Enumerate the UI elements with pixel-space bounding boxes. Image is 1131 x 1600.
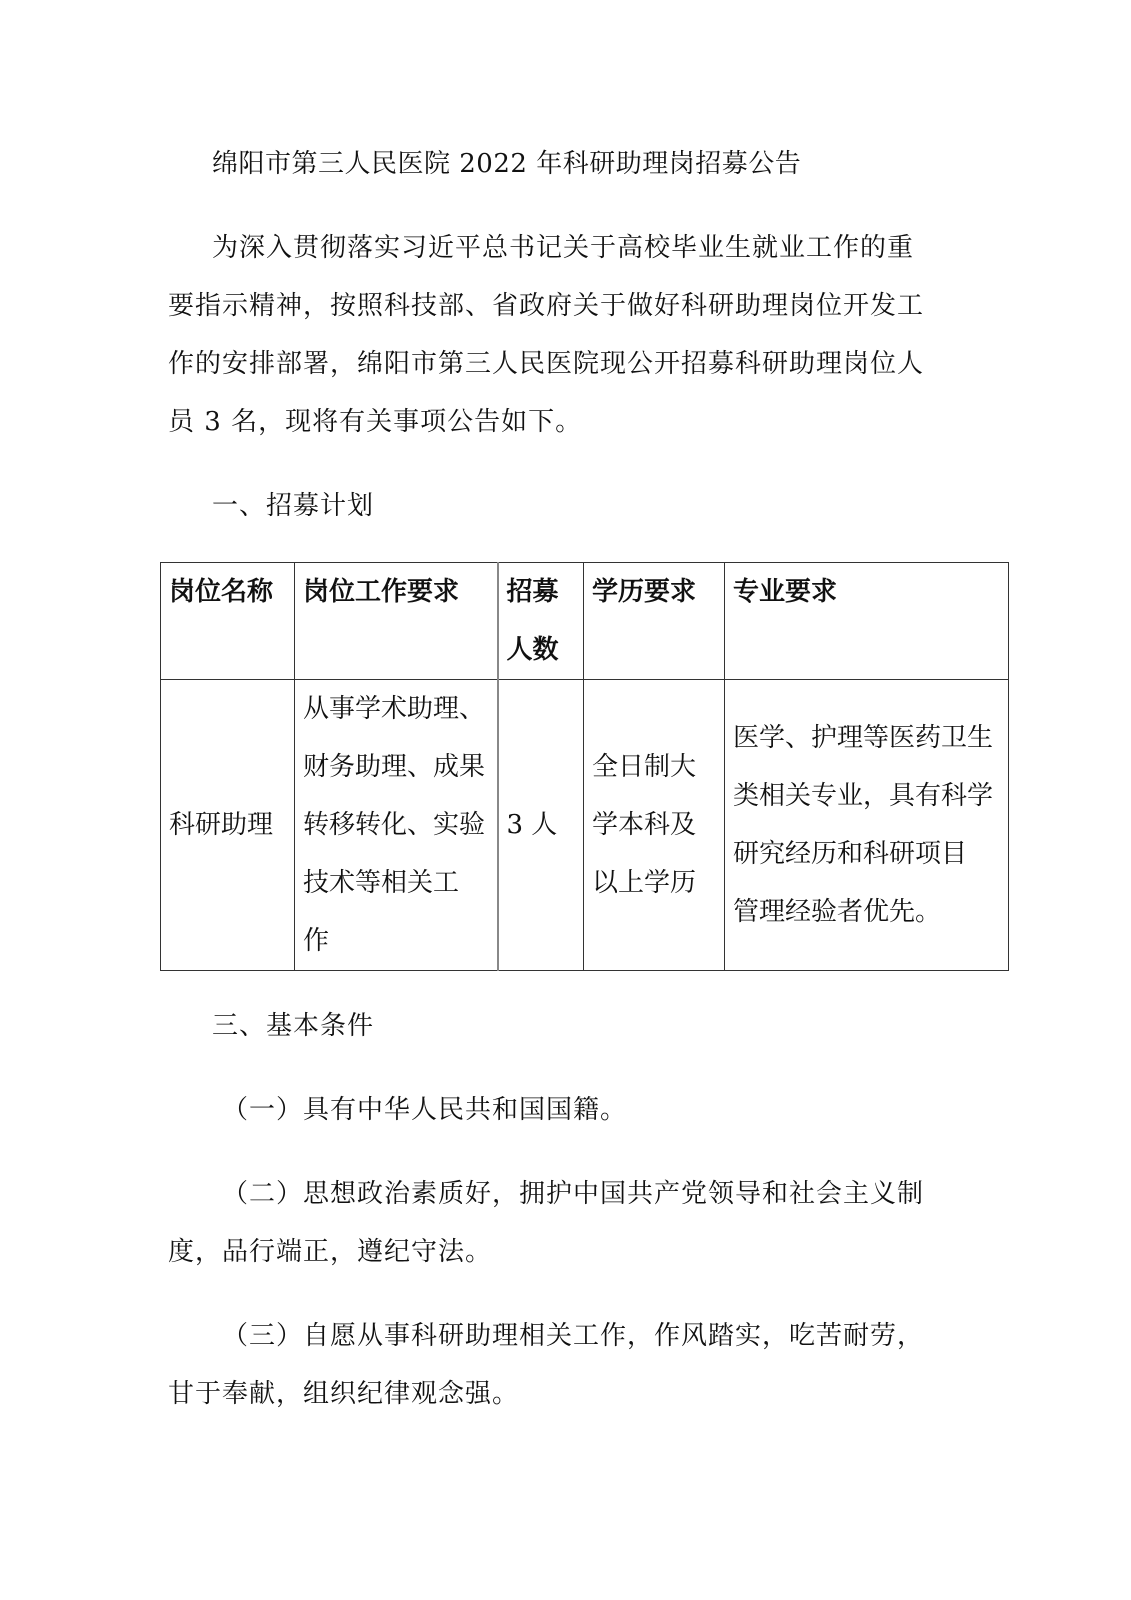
header-text: 岗位名称	[169, 577, 274, 607]
cell-education	[584, 680, 725, 971]
condition-item-1: （一）具有中华人民共和国国籍。	[222, 1095, 628, 1125]
header-job-requirements	[295, 563, 498, 680]
cell-text: 管理经验者优先。	[733, 897, 942, 927]
section-heading-recruitment-plan: 一、招募计划	[212, 491, 375, 521]
document-title: 绵阳市第三人民医院 2022 年科研助理岗招募公告	[212, 149, 802, 179]
header-text: 人数	[506, 635, 559, 665]
header-position-name	[161, 563, 295, 680]
cell-text: 从事学术助理、	[303, 694, 486, 724]
intro-paragraph-line: 员 3 名，现将有关事项公告如下。	[168, 407, 583, 437]
condition-item-3-continued: 甘于奉献，组织纪律观念强。	[168, 1379, 520, 1409]
header-education-requirements	[584, 563, 725, 680]
cell-duties	[295, 680, 498, 971]
cell-text: 财务助理、成果	[303, 752, 486, 782]
cell-count	[498, 680, 584, 971]
cell-text: 转移转化、实验	[303, 810, 486, 840]
cell-text: 以上学历	[592, 868, 697, 898]
table-row	[161, 680, 1009, 971]
cell-text: 技术等相关工	[303, 868, 460, 898]
header-recruit-count	[498, 563, 584, 680]
cell-position	[161, 680, 295, 971]
section-heading-basic-conditions: 三、基本条件	[212, 1011, 375, 1041]
table-header-row	[161, 563, 1009, 680]
header-text: 岗位工作要求	[303, 577, 460, 607]
cell-text: 研究经历和科研项目	[733, 839, 968, 869]
header-major-requirements	[725, 563, 1009, 680]
cell-text: 3 人	[506, 810, 558, 840]
intro-paragraph-line: 为深入贯彻落实习近平总书记关于高校毕业生就业工作的重	[212, 233, 915, 263]
header-text: 学历要求	[592, 577, 697, 607]
cell-text: 作	[303, 926, 330, 956]
condition-item-2: （二）思想政治素质好，拥护中国共产党领导和社会主义制	[222, 1179, 925, 1209]
header-text: 招募	[506, 577, 559, 607]
intro-paragraph-line: 作的安排部署，绵阳市第三人民医院现公开招募科研助理岗位人	[168, 349, 925, 379]
cell-text: 科研助理	[169, 810, 274, 840]
cell-major	[725, 680, 1009, 971]
cell-text: 医学、护理等医药卫生	[733, 723, 994, 753]
intro-paragraph-line: 要指示精神，按照科技部、省政府关于做好科研助理岗位开发工	[168, 291, 925, 321]
header-text: 专业要求	[733, 577, 838, 607]
condition-item-2-continued: 度，品行端正，遵纪守法。	[168, 1237, 493, 1267]
cell-text: 全日制大	[592, 752, 697, 782]
condition-item-3: （三）自愿从事科研助理相关工作，作风踏实，吃苦耐劳，	[222, 1321, 925, 1351]
cell-text: 类相关专业，具有科学	[733, 781, 994, 811]
cell-text: 学本科及	[592, 810, 697, 840]
recruitment-plan-table	[160, 562, 1009, 971]
